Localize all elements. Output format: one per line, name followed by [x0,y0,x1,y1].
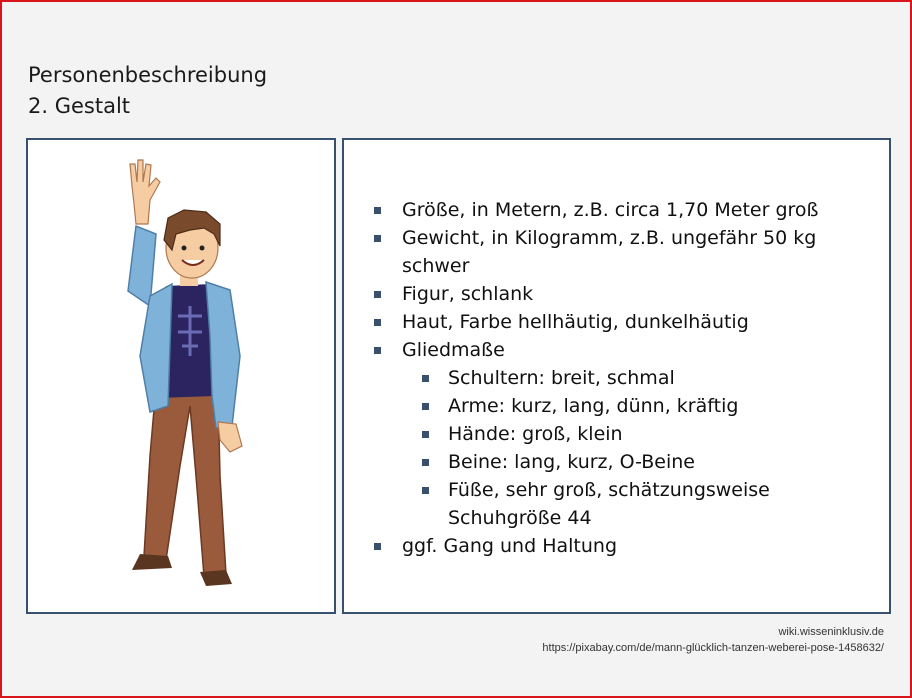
list-item: Haut, Farbe hellhäutig, dunkelhäutig [374,308,879,336]
bullet-square-icon [422,375,429,382]
bullet-square-icon [374,235,381,242]
sub-list-item: Arme: kurz, lang, dünn, kräftig [402,392,879,420]
text-panel [342,138,891,614]
list-item: Gewicht, in Kilogramm, z.B. ungefähr 50 kg schwer [374,224,879,280]
sub-list-item: Füße, sehr groß, schätzungsweise Schuhgröße 44 [402,476,879,532]
bullet-square-icon [374,347,381,354]
list-item: ggf. Gang und Haltung [374,532,879,560]
image-credits [542,624,884,656]
list-item: Gliedmaße Schultern: breit, schmal Arme: kurz, lang, dünn, kräftig Hände: groß, klein Beine: lang, kurz, O-Beine Füße, sehr groß, schätzungsweise Schuhgröße 44 [374,336,879,532]
bullet-square-icon [374,319,381,326]
bullet-list [374,196,879,560]
title-line-1: Personenbeschreibung [28,63,268,87]
sub-list-item: Schultern: breit, schmal [402,364,879,392]
image-panel [26,138,336,614]
bullet-square-icon [374,543,381,550]
bullet-square-icon [374,291,381,298]
sub-list-item: Hände: groß, klein [402,420,879,448]
bullet-square-icon [422,487,429,494]
credit-url: https://pixabay.com/de/mann-glücklich-tanzen-weberei-pose-1458632/ [542,642,884,654]
list-item: Figur, schlank [374,280,879,308]
bullet-square-icon [422,459,429,466]
list-item: Größe, in Metern, z.B. circa 1,70 Meter groß [374,196,879,224]
credit-site: wiki.wisseninklusiv.de [778,626,884,638]
bullet-square-icon [374,207,381,214]
bullet-square-icon [422,403,429,410]
sub-list-item: Beine: lang, kurz, O-Beine [402,448,879,476]
waving-man-illustration [80,156,280,596]
slide-title [28,60,267,122]
sub-bullet-list [402,364,879,532]
title-line-2: 2. Gestalt [28,94,131,118]
bullet-square-icon [422,431,429,438]
